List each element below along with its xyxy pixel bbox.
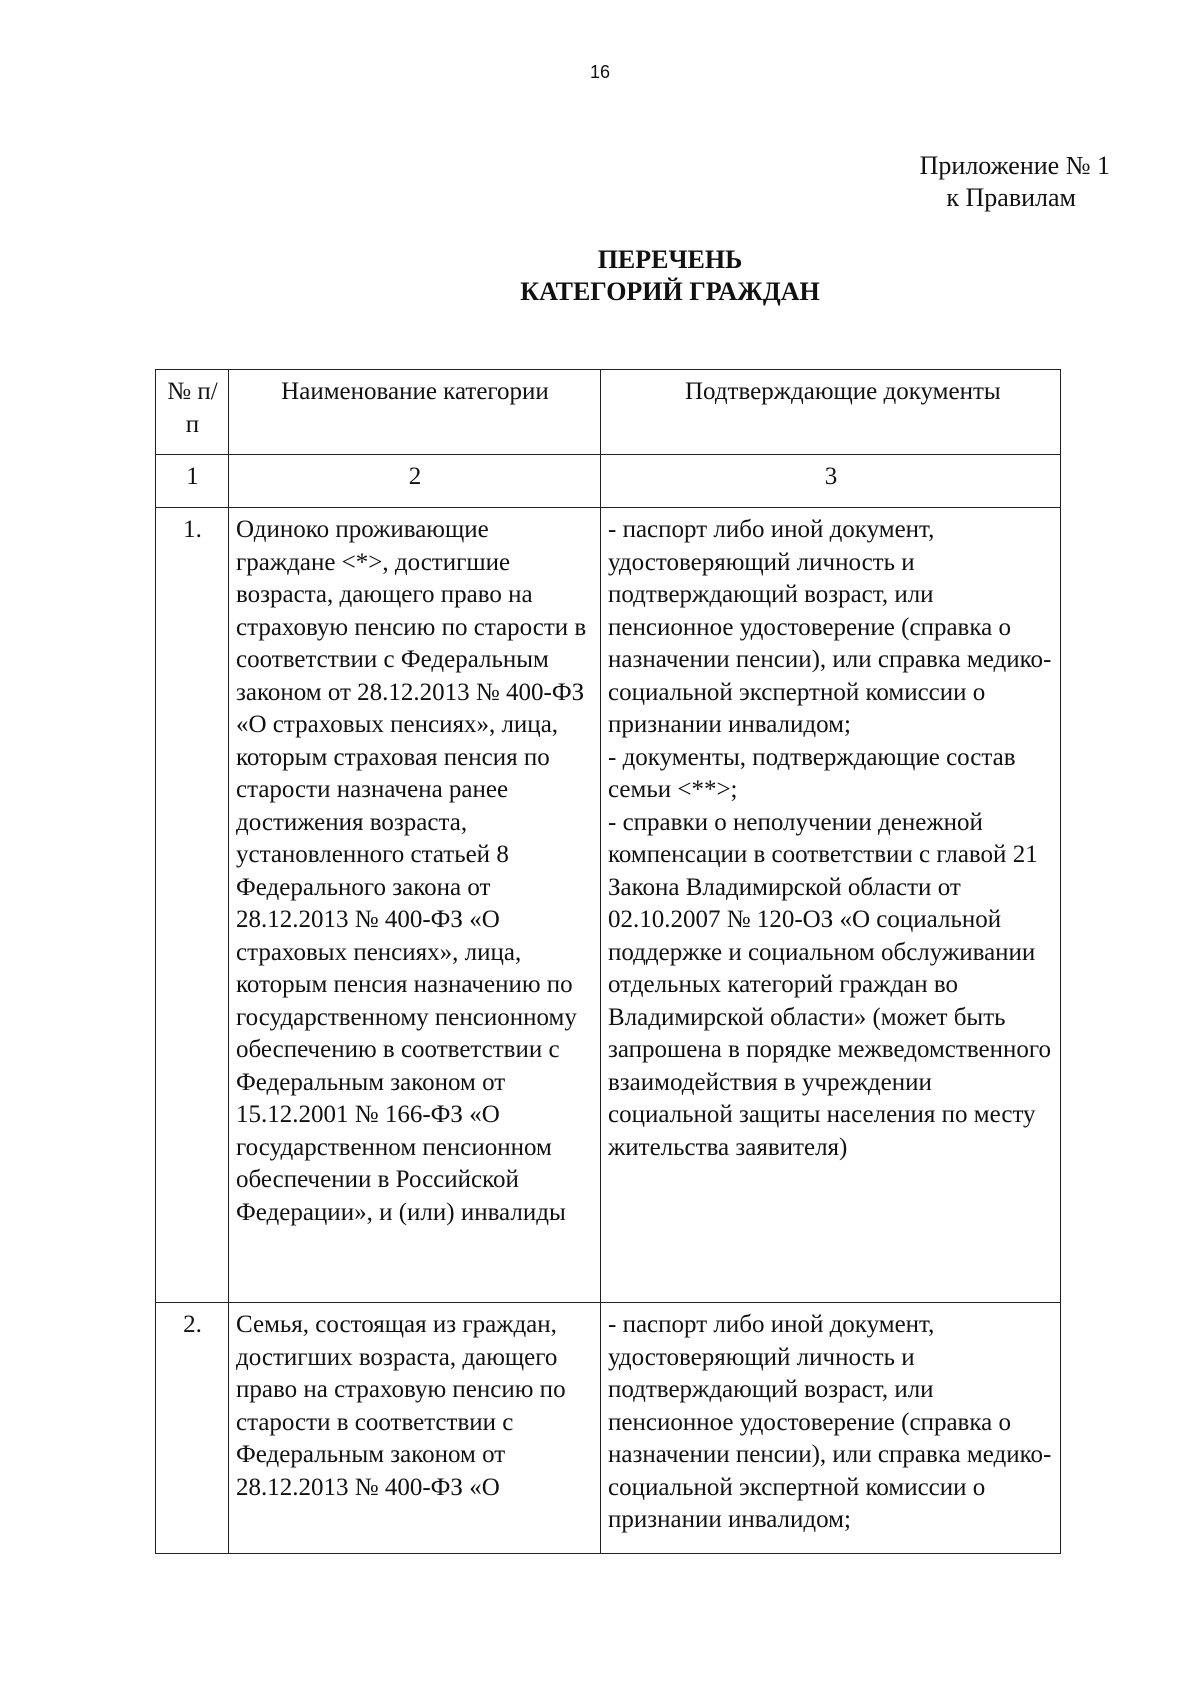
column-numbers-row bbox=[156, 455, 1061, 508]
document-item: - паспорт либо иной документ, удостоверяющий личность и подтверждающий возраст, или пенсионное удостоверение (справка о назначении пенсии), или справка медико-социальной экспертной комиссии о признании инвалидом; bbox=[608, 1311, 1052, 1533]
category-name: Одиноко проживающие граждане <*>, достигшие возраста, дающего право на страховую пенсию по старости в соответствии с Федеральным законом от 28.12.2013 № 400-ФЗ «О страховых пенсиях», лица, которым страховая пенсия по старости назначена ранее достижения возраста, установленного статьей 8 Федерального закона от 28.12.2013 № 400-ФЗ «О страховых пенсиях», лица, которым пенсия назначению по государственному пенсионному обеспечению в соответствии с Федеральным законом от 15.12.2001 № 166-ФЗ «О государственном пенсионном обеспечении в Российской Федерации», и (или) инвалиды bbox=[229, 508, 601, 1303]
column-number-1: 1 bbox=[156, 455, 229, 508]
row-number: 1. bbox=[156, 508, 229, 1303]
document-item: - справки о неполучении денежной компенсации в соответствии с главой 21 Закона Владимирской области от 02.10.2007 № 120-ОЗ «О социальной поддержке и социальном обслуживании отдельных категорий граждан во Владимирской области» (может быть запрошена в порядке межведомственного взаимодействия в учреждении социальной защиты населения по месту жительства заявителя) bbox=[608, 808, 1051, 1161]
document-item: - документы, подтверждающие состав семьи <**>; bbox=[608, 743, 1016, 803]
category-name: Семья, состоящая из граждан, достигших возраста, дающего право на страховую пенсию по старости в соответствии с Федеральным законом от 28.12.2013 № 400-ФЗ «О bbox=[229, 1303, 601, 1554]
document-title bbox=[0, 244, 1200, 308]
documents-cell bbox=[601, 1303, 1061, 1554]
page-number: 16 bbox=[589, 62, 611, 82]
table-row bbox=[156, 1303, 1061, 1554]
title-line-2: КАТЕГОРИЙ ГРАЖДАН bbox=[520, 277, 820, 306]
header-number: № п/п bbox=[156, 370, 229, 455]
title-line-1: ПЕРЕЧЕНЬ bbox=[597, 245, 743, 274]
column-number-2: 2 bbox=[229, 455, 601, 508]
appendix-reference bbox=[920, 150, 1110, 214]
header-category: Наименование категории bbox=[229, 370, 601, 455]
appendix-line-2: к Правилам bbox=[946, 183, 1076, 212]
appendix-line-1: Приложение № 1 bbox=[919, 151, 1110, 180]
table-row bbox=[156, 508, 1061, 1303]
column-number-3: 3 bbox=[601, 455, 1061, 508]
documents-cell bbox=[601, 508, 1061, 1303]
table-header-row bbox=[156, 370, 1061, 455]
document-item: - паспорт либо иной документ, удостоверяющий личность и подтверждающий возраст, или пенсионное удостоверение (справка о назначении пенсии), или справка медико-социальной экспертной комиссии о признании инвалидом; bbox=[608, 516, 1052, 738]
header-documents: Подтверждающие документы bbox=[601, 370, 1061, 455]
categories-table bbox=[155, 369, 1061, 1554]
row-number: 2. bbox=[156, 1303, 229, 1554]
